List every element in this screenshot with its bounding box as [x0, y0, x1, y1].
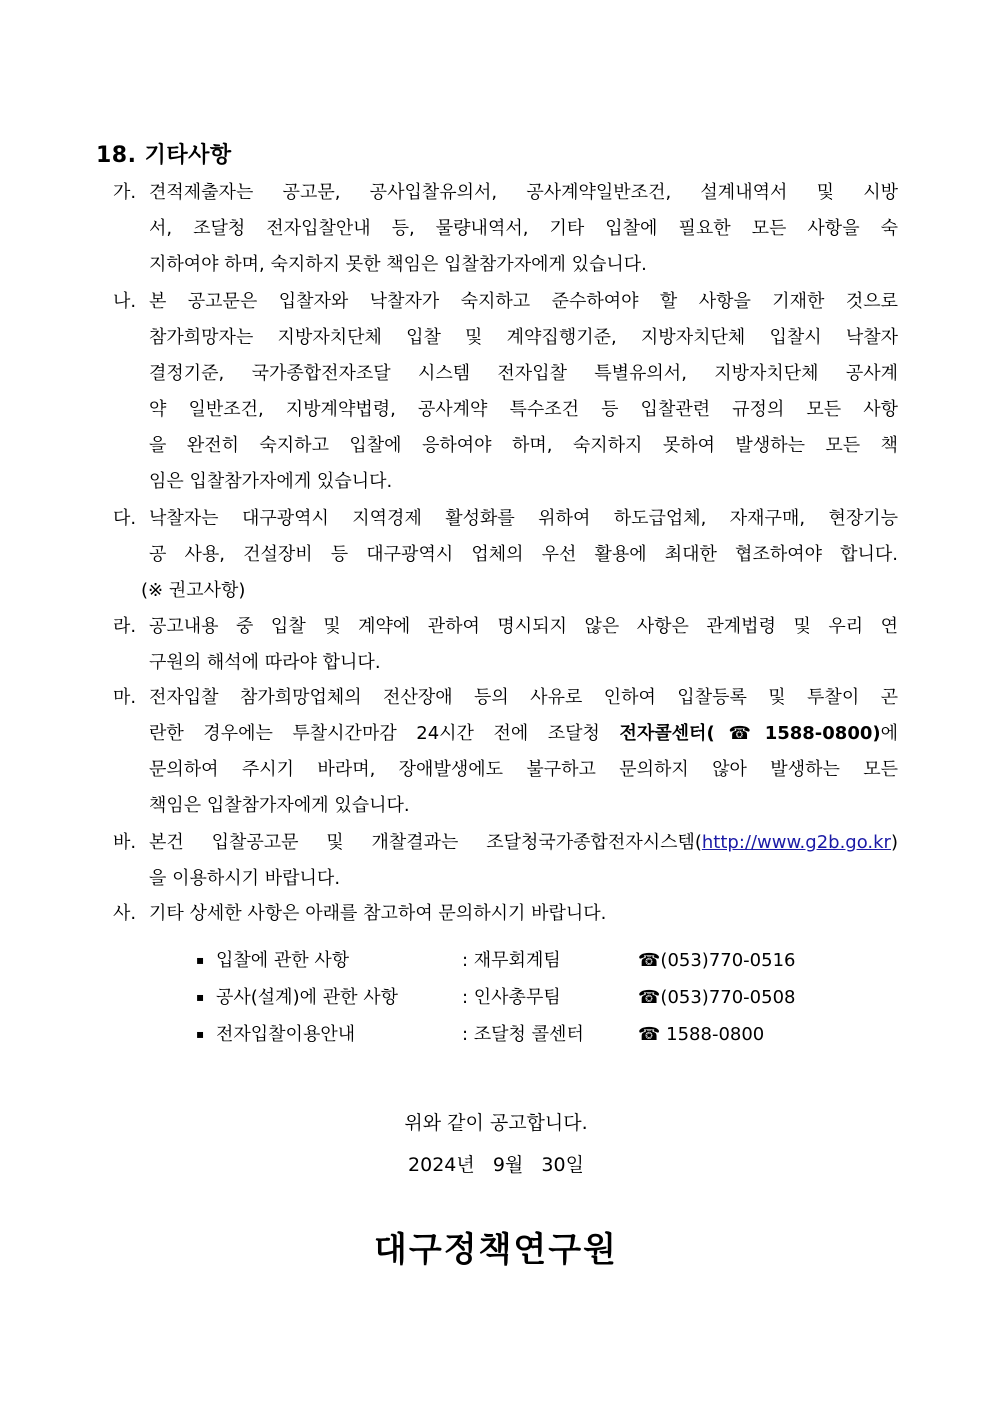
closing-statement: 위와 같이 공고합니다. — [404, 1112, 588, 1134]
notice-item-ba — [113, 825, 898, 897]
item-text-line: 구원의 해석에 따라야 합니다. — [149, 652, 381, 673]
item-text-line: 책임은 입찰참가자에게 있습니다. — [149, 795, 410, 816]
item-text-segment: 에 — [880, 723, 898, 744]
item-text-line-with-link — [149, 825, 898, 861]
item-text-line: 서, 조달청 전자입찰안내 등, 물량내역서, 기타 입찰에 필요한 모든 사항을 숙 — [149, 218, 898, 239]
item-marker: 다. — [113, 508, 137, 529]
contact-phone: ☎ 1588-0800 — [638, 1024, 765, 1045]
item-marker: 사. — [113, 903, 137, 924]
call-center-emphasis: 전자콜센터(☎1588-0800) — [619, 723, 881, 744]
item-marker: 가. — [113, 182, 137, 203]
notice-item-da — [113, 501, 898, 609]
item-text-line-with-emphasis — [149, 716, 898, 752]
contact-phone: ☎(053)770-0516 — [638, 950, 796, 971]
notice-item-ma — [113, 680, 898, 824]
item-text-line: 공 사용, 건설장비 등 대구광역시 업체의 우선 활용에 최대한 협조하여야 합니다. — [149, 544, 898, 565]
notice-date: 2024년 9월 30일 — [408, 1154, 584, 1176]
item-text-line: 을 완전히 숙지하고 입찰에 응하여야 하며, 숙지하지 못하여 발생하는 모든 책 — [149, 435, 898, 456]
notice-item-sa — [113, 896, 898, 932]
item-marker: 마. — [113, 687, 137, 708]
item-text-segment: 본건 입찰공고문 및 개찰결과는 조달청국가종합전자시스템( — [149, 832, 702, 853]
section-heading: 18. 기타사항 — [96, 143, 232, 168]
item-text-segment: ) — [890, 832, 898, 853]
organization-name: 대구정책연구원 — [374, 1230, 618, 1270]
item-text-line: 약 일반조건, 지방계약법령, 공사계약 특수조건 등 입찰관련 규정의 모든 사항 — [149, 399, 898, 420]
item-text-line: 본 공고문은 입찰자와 낙찰자가 숙지하고 준수하여야 할 사항을 기재한 것으로 — [149, 291, 898, 312]
contact-topic: 공사(설계)에 관한 사항 — [216, 987, 398, 1008]
item-text-line: 결정기준, 국가종합전자조달 시스템 전자입찰 특별유의서, 지방자치단체 공사계 — [149, 363, 898, 384]
g2b-link[interactable]: http://www.g2b.go.kr — [701, 832, 891, 853]
contact-topic: 입찰에 관한 사항 — [216, 950, 350, 971]
item-text-line: 임은 입찰참가자에게 있습니다. — [149, 471, 393, 492]
bullet-icon: ▪ — [196, 1027, 205, 1041]
item-text-line: 공고내용 중 입찰 및 계약에 관하여 명시되지 않은 사항은 관계법령 및 우리 연 — [149, 616, 898, 637]
item-text-line: (※ 권고사항) — [141, 580, 246, 601]
item-text-line: 견적제출자는 공고문, 공사입찰유의서, 공사계약일반조건, 설계내역서 및 시방 — [149, 182, 898, 203]
item-marker: 나. — [113, 291, 137, 312]
item-text-line: 낙찰자는 대구광역시 지역경제 활성화를 위하여 하도급업체, 자재구매, 현장기능 — [149, 508, 898, 529]
contact-department: : 재무회계팀 — [462, 950, 561, 971]
notice-item-ra — [113, 609, 898, 681]
item-text-line: 참가희망자는 지방자치단체 입찰 및 계약집행기준, 지방자치단체 입찰시 낙찰자 — [149, 327, 898, 348]
item-text-line: 기타 상세한 사항은 아래를 참고하여 문의하시기 바랍니다. — [149, 903, 607, 924]
item-text-segment: 란한 경우에는 투찰시간마감 24시간 전에 조달청 — [149, 723, 600, 744]
item-text-line: 지하여야 하며, 숙지하지 못한 책임은 입찰참가자에게 있습니다. — [149, 254, 647, 275]
bullet-icon: ▪ — [196, 953, 205, 967]
item-text-line: 문의하여 주시기 바라며, 장애발생에도 불구하고 문의하지 않아 발생하는 모든 — [149, 759, 898, 780]
contact-department: : 조달청 콜센터 — [462, 1024, 584, 1045]
item-text-line: 전자입찰 참가희망업체의 전산장애 등의 사유로 인하여 입찰등록 및 투찰이 곤 — [149, 687, 898, 708]
notice-item-na — [113, 284, 898, 500]
contact-department: : 인사총무팀 — [462, 987, 561, 1008]
notice-item-ga — [113, 175, 898, 283]
contact-topic: 전자입찰이용안내 — [216, 1024, 356, 1045]
bullet-icon: ▪ — [196, 990, 205, 1004]
contact-phone: ☎(053)770-0508 — [638, 987, 796, 1008]
item-text-line: 을 이용하시기 바랍니다. — [149, 868, 341, 889]
item-marker: 바. — [113, 832, 137, 853]
item-marker: 라. — [113, 616, 137, 637]
